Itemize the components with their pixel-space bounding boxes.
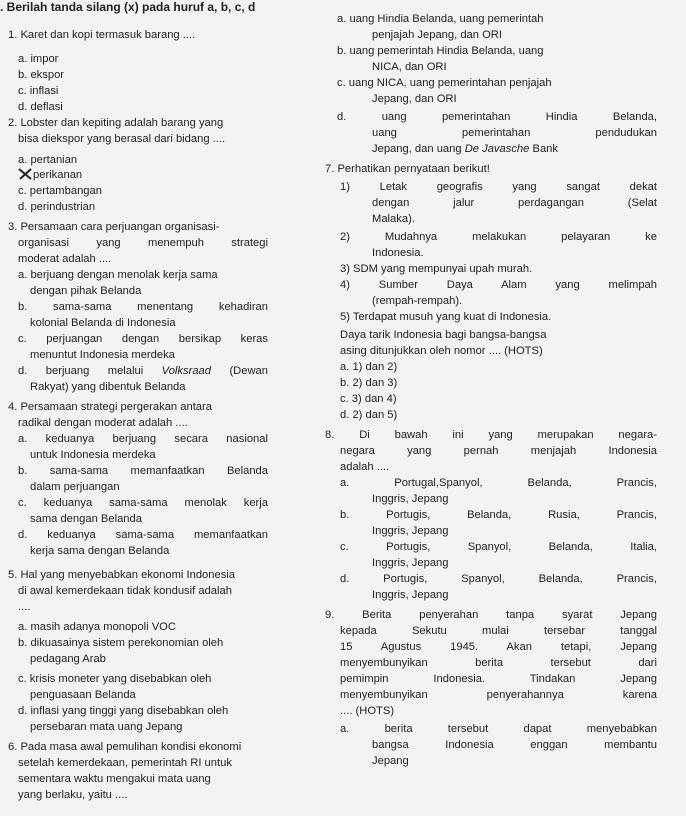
right-line: adalah .... (340, 461, 390, 473)
left-line: di awal kemerdekaan tidak kondusif adalah (18, 585, 232, 597)
left-line: a. berjuang dengan menolak kerja sama (18, 269, 218, 281)
right-line: bangsa Indonesia enggan membantu (372, 739, 657, 751)
left-line: c. inflasi (18, 85, 59, 97)
left-line: b. ekspor (18, 69, 65, 81)
right-line: 8. Di bawah ini yang merupakan negara- (325, 429, 657, 441)
left-line: d. deflasi (18, 101, 63, 113)
right-line: d. uang pemerintahan Hindia Belanda, (337, 111, 657, 123)
left-line: a. pertanian (18, 154, 78, 166)
left-line: kerja sama dengan Belanda (30, 545, 170, 557)
left-line: bisa diekspor yang berasal dari bidang .... (18, 133, 226, 145)
right-line: Jepang, dan uang De Javasche Bank (372, 143, 558, 155)
right-line: dengan jalur perdagangan (Selat (372, 197, 657, 209)
right-line: Malaka). (372, 213, 415, 225)
right-line: Daya tarik Indonesia bagi bangsa-bangsa (340, 329, 547, 341)
right-line: 15 Agustus 1945. Akan tetapi, Jepang (340, 641, 657, 653)
right-line: kepada Sekutu mulai tersebar tanggal (340, 625, 657, 637)
left-line: 4. Persamaan strategi pergerakan antara (8, 401, 212, 413)
left-line: sementara waktu mengakui mata uang (18, 773, 211, 785)
left-line: b. sama-sama memanfaatkan Belanda (18, 465, 268, 477)
right-line: d. Portugis, Spanyol, Belanda, Prancis, (340, 573, 657, 585)
right-line: Jepang (372, 755, 409, 767)
right-line: c. Portugis, Spanyol, Belanda, Italia, (340, 541, 657, 553)
left-line: d. berjuang melalui Volksraad (Dewan (18, 365, 268, 377)
right-line: 9. Berita penyerahan tanpa syarat Jepang (325, 609, 657, 621)
left-line: untuk Indonesia merdeka (30, 449, 156, 461)
right-line: b. 2) dan 3) (340, 377, 398, 389)
right-line: pemimpin Indonesia. Tindakan Jepang (340, 673, 657, 685)
left-line: dengan pihak Belanda (30, 285, 142, 297)
left-line: .... (18, 601, 31, 613)
right-line: Inggris, Jepang (372, 589, 449, 601)
left-line: moderat adalah .... (18, 253, 112, 265)
right-line: Jepang, dan ORI (372, 93, 457, 105)
right-line: c. 3) dan 4) (340, 393, 397, 405)
right-line: negara yang pernah menjajah Indonesia (340, 445, 657, 457)
right-line: 7. Perhatikan pernyataan berikut! (325, 163, 490, 175)
right-line: a. berita tersebut dapat menyebabkan (340, 723, 657, 735)
left-line: b. dikuasainya sistem perekonomian oleh (18, 637, 224, 649)
right-line: menyembunyikan penyerahannya karena (340, 689, 657, 701)
left-line: radikal dengan moderat adalah .... (18, 417, 188, 429)
instruction-header: . Berilah tanda silang (x) pada huruf a, b, c, d (0, 0, 256, 14)
bullet: . (0, 0, 7, 14)
left-line: yang berlaku, yaitu .... (18, 789, 128, 801)
cross-mark-icon (17, 167, 33, 181)
right-line: a. uang Hindia Belanda, uang pemerintah (337, 13, 544, 25)
right-line: d. 2) dan 5) (340, 409, 398, 421)
right-line: 3) SDM yang mempunyai upah murah. (340, 263, 533, 275)
left-line: penguasaan Belanda (30, 689, 136, 701)
right-line: menyembunyikan berita tersebut dari (340, 657, 657, 669)
left-line: b. sama-sama menentang kehadiran (18, 301, 268, 313)
left-line: menuntut Indonesia merdeka (30, 349, 175, 361)
left-line: 1. Karet dan kopi termasuk barang .... (8, 29, 196, 41)
left-line: 5. Hal yang menyebabkan ekonomi Indonesia (8, 569, 236, 581)
right-line: Inggris, Jepang (372, 557, 449, 569)
left-line: setelah kemerdekaan, pemerintah RI untuk (18, 757, 232, 769)
right-line: 4) Sumber Daya Alam yang melimpah (340, 279, 657, 291)
left-line: pedagang Arab (30, 653, 106, 665)
right-line: b. Portugis, Belanda, Rusia, Prancis, (340, 509, 657, 521)
right-line: 5) Terdapat musuh yang kuat di Indonesia. (340, 311, 552, 323)
left-line: c. pertambangan (18, 185, 102, 197)
left-line: sama dengan Belanda (30, 513, 142, 525)
left-line: a. masih adanya monopoli VOC (18, 621, 176, 633)
left-line: Rakyat) yang dibentuk Belanda (30, 381, 186, 393)
right-line: uang pemerintahan pendudukan (372, 127, 657, 139)
right-line: (rempah-rempah). (372, 295, 463, 307)
left-line: organisasi yang menempuh strategi (18, 237, 268, 249)
left-line: 3. Persamaan cara perjuangan organisasi- (8, 221, 220, 233)
left-line: d. keduanya sama-sama memanfaatkan (18, 529, 268, 541)
left-line: c. krisis moneter yang disebabkan oleh (18, 673, 212, 685)
left-line: c. perjuangan dengan bersikap keras (18, 333, 268, 345)
right-line: a. 1) dan 2) (340, 361, 398, 373)
right-line: c. uang NICA, uang pemerintahan penjajah (337, 77, 552, 89)
right-line: b. uang pemerintah Hindia Belanda, uang (337, 45, 544, 57)
right-line: penjajah Jepang, dan ORI (372, 29, 502, 41)
left-line: 6. Pada masa awal pemulihan kondisi ekonomi (8, 741, 242, 753)
left-line: d. inflasi yang tinggi yang disebabkan oleh (18, 705, 229, 717)
right-line: a. Portugal,Spanyol, Belanda, Prancis, (340, 477, 657, 489)
left-line: 2. Lobster dan kepiting adalah barang yang (8, 117, 224, 129)
left-line: dalam perjuangan (30, 481, 120, 493)
right-line: Indonesia. (372, 247, 424, 259)
right-line: 2) Mudahnya melakukan pelayaran ke (340, 231, 657, 243)
left-line: kolonial Belanda di Indonesia (30, 317, 176, 329)
left-line: c. keduanya sama-sama menolak kerja (18, 497, 268, 509)
left-line: a. impor (18, 53, 59, 65)
left-line: perikanan (33, 169, 83, 181)
left-line: a. keduanya berjuang secara nasional (18, 433, 268, 445)
right-line: .... (HOTS) (340, 705, 395, 717)
right-line: asing ditunjukkan oleh nomor .... (HOTS) (340, 345, 543, 357)
right-line: Inggris, Jepang (372, 493, 449, 505)
left-line: d. perindustrian (18, 201, 96, 213)
right-line: Inggris, Jepang (372, 525, 449, 537)
right-line: NICA, dan ORI (372, 61, 447, 73)
left-line: persebaran mata uang Jepang (30, 721, 183, 733)
right-line: 1) Letak geografis yang sangat dekat (340, 181, 657, 193)
